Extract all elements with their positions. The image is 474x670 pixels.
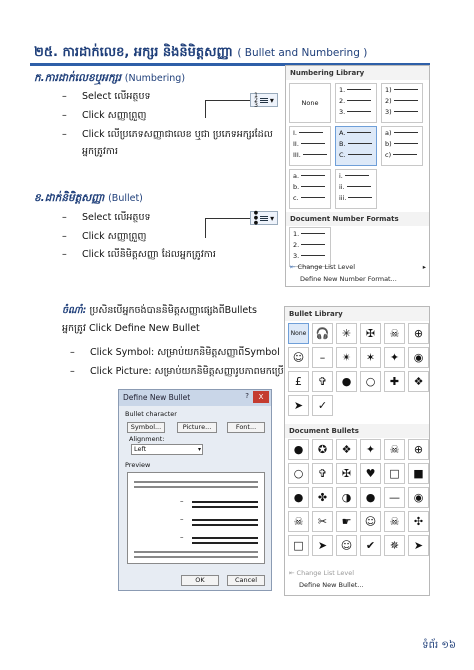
numbering-icon: 1 2 3 bbox=[254, 91, 258, 109]
document-bullet-option[interactable]: ○ bbox=[288, 463, 309, 484]
document-bullet-option[interactable]: ♥ bbox=[360, 463, 381, 484]
document-bullet-option[interactable]: ☠ bbox=[384, 439, 405, 460]
page-heading bbox=[34, 44, 367, 63]
numbering-button[interactable] bbox=[250, 93, 278, 107]
indent-icon: ⇤ bbox=[290, 263, 296, 271]
connector-line bbox=[205, 218, 250, 238]
note-line-1: ចំណាំ: ប្រសិនបើអ្នកចង់បាននិមិត្តសញ្ញាផ្សេងពីBullets bbox=[62, 305, 257, 316]
numbering-library-panel bbox=[285, 65, 430, 287]
bullet-option[interactable]: ➤ bbox=[288, 395, 309, 416]
document-bullets-title: Document Bullets bbox=[285, 424, 429, 438]
document-bullet-option[interactable]: ➤ bbox=[408, 535, 429, 556]
document-bullet-option[interactable]: ✠ bbox=[336, 463, 357, 484]
list-item: – Click Picture: សម្រាប់យកនិមិត្តសញ្ញារូបភាពមកប្រើ bbox=[70, 366, 284, 377]
preview-area: – – – bbox=[127, 472, 265, 564]
note-label: ចំណាំ: bbox=[62, 305, 87, 316]
dialog-title: Define New Bullet bbox=[123, 393, 191, 402]
list-item: – Click Symbol: សម្រាប់យកនិមិត្តសញ្ញាពីSymbol bbox=[70, 347, 280, 358]
bullet-character-label: Bullet character bbox=[125, 410, 177, 418]
document-bullet-option[interactable]: ❖ bbox=[336, 439, 357, 460]
heading-number: ២៥. bbox=[34, 45, 58, 60]
document-bullet-option[interactable]: ✦ bbox=[360, 439, 381, 460]
document-bullet-option[interactable]: ☛ bbox=[336, 511, 357, 532]
document-bullet-option[interactable]: ✂ bbox=[312, 511, 333, 532]
alignment-label: Alignment: bbox=[129, 435, 165, 443]
section-b-khmer: ខ.ដាក់និមិត្តសញ្ញា bbox=[34, 192, 105, 204]
note-line-2: អ្នកត្រូវ Click Define New Bullet bbox=[62, 323, 200, 334]
bullet-option[interactable]: ✴ bbox=[336, 347, 357, 368]
section-a-khmer: ក.ការដាក់លេខឬអក្សរ bbox=[34, 72, 122, 84]
bullet-option[interactable]: ✚ bbox=[384, 371, 405, 392]
bullet-option[interactable]: ◉ bbox=[408, 347, 429, 368]
dialog-titlebar bbox=[119, 390, 271, 406]
chevron-down-icon: ▾ bbox=[197, 446, 201, 453]
document-bullet-option[interactable]: ◉ bbox=[408, 487, 429, 508]
section-a-english: (Numbering) bbox=[124, 73, 186, 84]
list-item-continuation: អ្នកត្រូវការ bbox=[82, 146, 118, 157]
alignment-select[interactable]: Left ▾ bbox=[131, 444, 203, 455]
bullet-option[interactable]: ✞ bbox=[312, 371, 333, 392]
numbering-option[interactable]: a) b) c) bbox=[381, 126, 423, 166]
document-bullet-option[interactable]: ☠ bbox=[384, 511, 405, 532]
chevron-down-icon[interactable]: ▾ bbox=[269, 95, 274, 105]
change-list-level-menu-item[interactable]: ⇤ Change List Level ▸ bbox=[290, 263, 426, 271]
bullet-option[interactable]: ✓ bbox=[312, 395, 333, 416]
document-bullet-option[interactable]: ■ bbox=[408, 463, 429, 484]
picture-button[interactable]: Picture... bbox=[177, 422, 217, 433]
document-number-formats-title: Document Number Formats bbox=[286, 212, 429, 226]
list-item: – Select លើអត្ថបទ bbox=[62, 91, 151, 102]
bullet-option[interactable]: ○ bbox=[360, 371, 381, 392]
document-bullet-option[interactable]: ● bbox=[288, 487, 309, 508]
font-button[interactable]: Font... bbox=[227, 422, 265, 433]
bullet-library-title: Bullet Library bbox=[285, 307, 429, 321]
numbering-option[interactable]: 1. 2. 3. bbox=[289, 227, 331, 267]
list-item: – Click សញ្ញាព្រួញ bbox=[62, 110, 147, 121]
bullet-library-panel bbox=[284, 306, 430, 596]
document-bullet-option[interactable]: ✣ bbox=[408, 511, 429, 532]
numbering-option[interactable]: a. b. c. bbox=[289, 169, 331, 209]
page-number: ទំព័រ ១៦ bbox=[422, 640, 456, 651]
document-bullet-option[interactable]: □ bbox=[384, 463, 405, 484]
bullet-option[interactable]: ✠ bbox=[360, 323, 381, 344]
bullet-option[interactable]: 🎧 bbox=[312, 323, 333, 344]
preview-label: Preview bbox=[125, 461, 151, 469]
document-bullet-option[interactable]: ☺ bbox=[360, 511, 381, 532]
section-b-title bbox=[34, 192, 143, 207]
define-new-bullet-dialog bbox=[118, 389, 272, 591]
heading-english: ( Bullet and Numbering ) bbox=[237, 47, 368, 59]
numbering-option[interactable]: I. II. III. bbox=[289, 126, 331, 166]
bullets-button[interactable] bbox=[250, 211, 278, 225]
bullet-option[interactable]: ☠ bbox=[384, 323, 405, 344]
numbering-option[interactable]: i. ii. iii. bbox=[335, 169, 377, 209]
close-button[interactable]: X bbox=[253, 391, 269, 403]
bullet-option[interactable]: ✶ bbox=[360, 347, 381, 368]
document-bullet-option[interactable]: ⊕ bbox=[408, 439, 429, 460]
bullet-option[interactable]: ❖ bbox=[408, 371, 429, 392]
numbering-option-selected[interactable]: A. B. C. bbox=[335, 126, 377, 166]
chevron-down-icon[interactable]: ▾ bbox=[270, 213, 275, 223]
ok-button[interactable]: OK bbox=[181, 575, 219, 586]
numbering-option[interactable]: 1) 2) 3) bbox=[381, 83, 423, 123]
bullet-option[interactable]: – bbox=[312, 347, 333, 368]
cancel-button[interactable]: Cancel bbox=[227, 575, 265, 586]
document-bullet-option[interactable]: — bbox=[384, 487, 405, 508]
document-bullet-option[interactable]: ◑ bbox=[336, 487, 357, 508]
list-item: – Select លើអត្ថបទ bbox=[62, 212, 151, 223]
section-b-english: (Bullet) bbox=[108, 193, 143, 204]
document-bullet-option[interactable]: ● bbox=[360, 487, 381, 508]
document-bullet-option[interactable]: ✵ bbox=[384, 535, 405, 556]
indent-icon: ⇤ bbox=[289, 569, 295, 577]
numbering-none[interactable]: None bbox=[289, 83, 331, 123]
bullet-option[interactable]: ✦ bbox=[384, 347, 405, 368]
list-item: – Click លើប្រភេទសញ្ញាជាលេខ ឬជា ប្រភេទអក្សរដែល bbox=[62, 129, 273, 140]
list-item: – Click សញ្ញាព្រួញ bbox=[62, 231, 147, 242]
connector-line bbox=[205, 100, 250, 118]
bullet-option[interactable]: ☺ bbox=[288, 347, 309, 368]
document-bullet-option[interactable]: □ bbox=[288, 535, 309, 556]
numbering-library-title: Numbering Library bbox=[286, 66, 429, 80]
document-bullet-option[interactable]: ✔ bbox=[360, 535, 381, 556]
define-new-bullet-menu-item[interactable]: Define New Bullet... bbox=[299, 581, 364, 589]
change-list-level-menu-item[interactable]: ⇤ Change List Level bbox=[289, 569, 355, 577]
document-bullet-option[interactable]: ☠ bbox=[288, 511, 309, 532]
define-new-number-format-menu-item[interactable]: Define New Number Format... bbox=[300, 275, 397, 283]
document-bullet-option[interactable]: ➤ bbox=[312, 535, 333, 556]
bullets-icon: ● ● ● bbox=[253, 209, 259, 226]
bullet-none[interactable]: None bbox=[288, 323, 309, 344]
heading-khmer: ការដាក់លេខ, អក្សរ និងនិមិត្តសញ្ញា bbox=[62, 45, 233, 60]
bullet-option[interactable]: £ bbox=[288, 371, 309, 392]
help-button[interactable]: ? bbox=[245, 392, 249, 400]
numbering-option[interactable]: 1. 2. 3. bbox=[335, 83, 377, 123]
chevron-right-icon: ▸ bbox=[422, 263, 426, 271]
symbol-button[interactable]: Symbol... bbox=[127, 422, 165, 433]
document-bullet-option[interactable]: ☺ bbox=[336, 535, 357, 556]
document-bullet-option[interactable]: ● bbox=[288, 439, 309, 460]
document-bullet-option[interactable]: ✪ bbox=[312, 439, 333, 460]
bullet-option[interactable]: ✳ bbox=[336, 323, 357, 344]
section-a-title bbox=[34, 72, 185, 87]
document-bullet-option[interactable]: ✞ bbox=[312, 463, 333, 484]
list-item: – Click លើនិមិត្តសញ្ញា ដែលអ្នកត្រូវការ bbox=[62, 249, 216, 260]
bullet-option[interactable]: ● bbox=[336, 371, 357, 392]
document-bullet-option[interactable]: ✤ bbox=[312, 487, 333, 508]
bullet-option[interactable]: ⊕ bbox=[408, 323, 429, 344]
